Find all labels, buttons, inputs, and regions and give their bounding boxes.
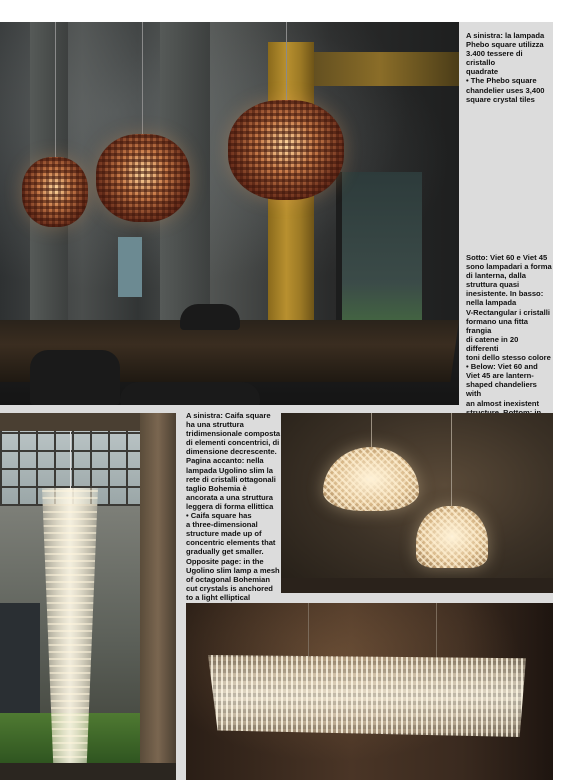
chair [30,350,120,405]
chandelier-left [22,157,88,227]
pendant-cord [142,22,143,134]
chair [180,304,240,330]
rectangular-chandelier [208,655,526,737]
chandelier-center [96,134,190,222]
viet-45-lamp [416,506,488,568]
chandelier-right [228,100,344,200]
window [118,237,142,297]
floor [0,763,176,780]
pendant-cord [371,413,372,449]
v-rectangular-photo [186,603,553,780]
door [0,603,40,713]
chair [120,382,260,405]
caifa-square-photo [0,413,176,780]
pendant-cord [308,603,309,657]
phebo-square-photo [0,22,459,405]
caption-caifa: A sinistra: Caifa square ha una struttura tridimensionale composta di elementi concentrici, di dimensione decrescente. Pagina accanto: nella lampada Ugolino slim la rete di cristalli ottagonali taglio Bohemia è ancorata a una struttura leggera di forma ellittica • Caifa square has a three-dimensional structure made up of concentric elements that gradually get smaller. Opposite page: in the Ugolino slim lamp a mesh of octagonal Bohemian cut crystals is anchored to a light elliptical [186,411,281,602]
viet-lamps-photo [281,413,553,593]
pendant-cord [286,22,287,100]
pendant-cord [451,413,452,508]
ceiling-beam [300,52,459,86]
pendant-cord [55,22,56,157]
wooden-post [140,413,176,780]
pendant-cord [70,431,71,489]
caption-viet: Sotto: Viet 60 e Viet 45 sono lampadari a forma di lanterna, dalla struttura quasi inesistente. In basso: nella lampada V-Rectangular i cristalli formano una fitta frangia di catene in 20 differenti toni dello stesso colore • Below: Viet 60 and Viet 45 are lantern- shaped chandeliers with an almost inexistent [466,253,552,408]
caption-phebo: A sinistra: la lampada Phebo square utilizza 3.400 tessere di cristallo quadrate • The Phebo square chandelier uses 3,400 square crystal tiles [466,31,545,104]
pendant-cord [436,603,437,659]
baseboard [281,578,553,593]
viet-60-lamp [323,447,419,511]
